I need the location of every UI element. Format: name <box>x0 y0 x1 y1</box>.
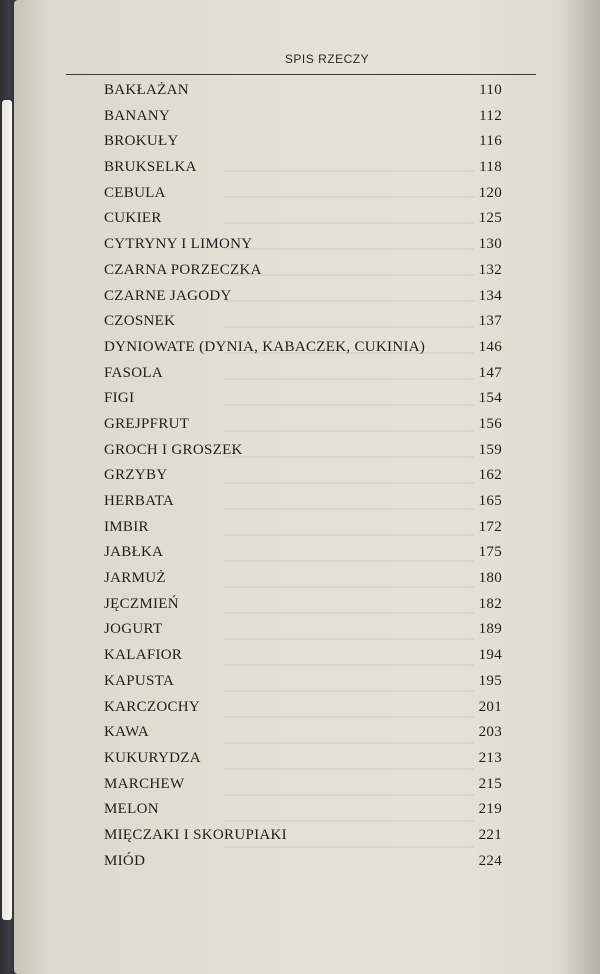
toc-entry-title: GROCH I GROSZEK <box>104 441 243 458</box>
toc-entry-page: 118 <box>479 159 502 176</box>
toc-entry-page: 120 <box>478 184 502 201</box>
toc-entry-title: CYTRYNY I LIMONY <box>104 236 253 253</box>
toc-entry <box>90 155 510 181</box>
toc-entry-title: BROKUŁY <box>104 133 179 150</box>
toc-entry-title: BRUKSELKA <box>104 159 197 176</box>
toc-entry-page: 195 <box>478 672 502 689</box>
toc-entry-page: 180 <box>478 570 502 587</box>
toc-entry-page: 137 <box>478 313 502 330</box>
toc-entry-title: JOGURT <box>104 621 163 638</box>
toc-entry-page: 221 <box>478 826 502 843</box>
toc-entry-page: 224 <box>478 852 502 869</box>
toc-entry <box>90 695 510 721</box>
toc-entry-page: 182 <box>478 595 502 612</box>
toc-entry-page: 154 <box>478 390 502 407</box>
toc-entry <box>90 540 510 566</box>
toc-entry-title: CZARNA PORZECZKA <box>104 261 262 278</box>
toc-entry-title: JARMUŻ <box>104 570 166 587</box>
toc-entry-title: BANANY <box>104 107 170 124</box>
toc-entry-title: FASOLA <box>104 364 164 381</box>
toc-entry-title: DYNIOWATE (DYNIA, KABACZEK, CUKINIA) <box>104 338 426 355</box>
toc-entry-title: KUKURYDZA <box>104 749 201 766</box>
toc-entry-page: 112 <box>479 107 502 124</box>
toc-entry-page: 189 <box>478 621 502 638</box>
toc-entry-title: HERBATA <box>104 493 175 509</box>
toc-entry-title: BAKŁAŻAN <box>104 82 189 98</box>
toc-entry-title: KARCZOCHY <box>104 698 201 715</box>
toc-entry-page: 134 <box>478 287 502 304</box>
toc-entry <box>90 412 510 438</box>
toc-entry-page: 125 <box>478 210 502 227</box>
page-shadow <box>560 0 600 974</box>
toc-entry <box>90 797 510 823</box>
toc-entry-page: 162 <box>478 467 502 484</box>
toc-entry-title: CEBULA <box>104 184 166 201</box>
toc-entry <box>90 746 510 772</box>
toc-entry-page: 147 <box>478 364 502 381</box>
toc-entry <box>90 335 510 361</box>
toc-entry <box>90 720 510 746</box>
toc-entry-title: CZARNE JAGODY <box>104 287 232 304</box>
toc-entry <box>90 104 510 130</box>
toc-entry <box>90 823 510 849</box>
toc-entry-page: 172 <box>478 518 502 535</box>
toc-entry-title: MIĘCZAKI I SKORUPIAKI <box>104 826 287 843</box>
table-of-contents <box>90 78 510 874</box>
toc-entry <box>90 232 510 258</box>
toc-entry-title: CUKIER <box>104 210 162 227</box>
toc-entry <box>90 129 510 155</box>
toc-entry-page: 130 <box>478 236 502 253</box>
toc-entry <box>90 849 510 875</box>
toc-entry-title: GRZYBY <box>104 467 168 484</box>
toc-entry-page: 215 <box>478 775 502 792</box>
toc-entry-page: 159 <box>478 441 502 458</box>
toc-entry-page: 203 <box>478 724 502 741</box>
toc-entry <box>90 181 510 207</box>
toc-entry-page: 146 <box>478 338 502 355</box>
toc-entry <box>90 258 510 284</box>
book-page <box>14 0 600 974</box>
toc-entry <box>90 515 510 541</box>
toc-entry-title: MIÓD <box>104 852 146 869</box>
toc-entry <box>90 78 510 104</box>
toc-entry <box>90 284 510 310</box>
toc-entry <box>90 489 510 515</box>
binding-strip <box>2 100 12 920</box>
toc-entry-page: 201 <box>478 698 502 715</box>
toc-entry-title: IMBIR <box>104 518 149 535</box>
toc-entry <box>90 361 510 387</box>
toc-entry <box>90 617 510 643</box>
toc-entry-title: CZOSNEK <box>104 313 176 330</box>
toc-entry-page: 116 <box>479 133 502 150</box>
toc-entry-title: KAPUSTA <box>104 672 175 689</box>
toc-entry-title: FIGI <box>104 390 135 407</box>
toc-entry <box>90 438 510 464</box>
toc-entry-page: 194 <box>478 647 502 664</box>
toc-entry <box>90 206 510 232</box>
toc-entry-page: 213 <box>478 749 502 766</box>
toc-entry-page: 219 <box>478 801 502 818</box>
toc-entry-page: 156 <box>478 415 502 432</box>
toc-entry <box>90 566 510 592</box>
toc-entry <box>90 463 510 489</box>
toc-entry <box>90 386 510 412</box>
toc-entry-title: JĘCZMIEŃ <box>104 595 179 612</box>
toc-entry <box>90 772 510 798</box>
toc-entry-title: KAWA <box>104 724 149 741</box>
toc-entry-title: MELON <box>104 801 159 818</box>
toc-entry-page: 132 <box>478 261 502 278</box>
toc-entry-page: 175 <box>478 544 502 561</box>
toc-entry-title: GREJPFRUT <box>104 415 190 432</box>
toc-entry-page: 165 <box>478 493 502 509</box>
toc-entry-page: 110 <box>479 82 502 98</box>
toc-entry <box>90 669 510 695</box>
toc-entry-title: JABŁKA <box>104 544 164 561</box>
toc-entry-title: MARCHEW <box>104 775 185 792</box>
page-header: SPIS RZECZY <box>284 52 370 66</box>
toc-entry <box>90 592 510 618</box>
header-rule <box>66 74 536 75</box>
toc-entry-title: KALAFIOR <box>104 647 183 664</box>
toc-entry <box>90 643 510 669</box>
toc-entry <box>90 309 510 335</box>
